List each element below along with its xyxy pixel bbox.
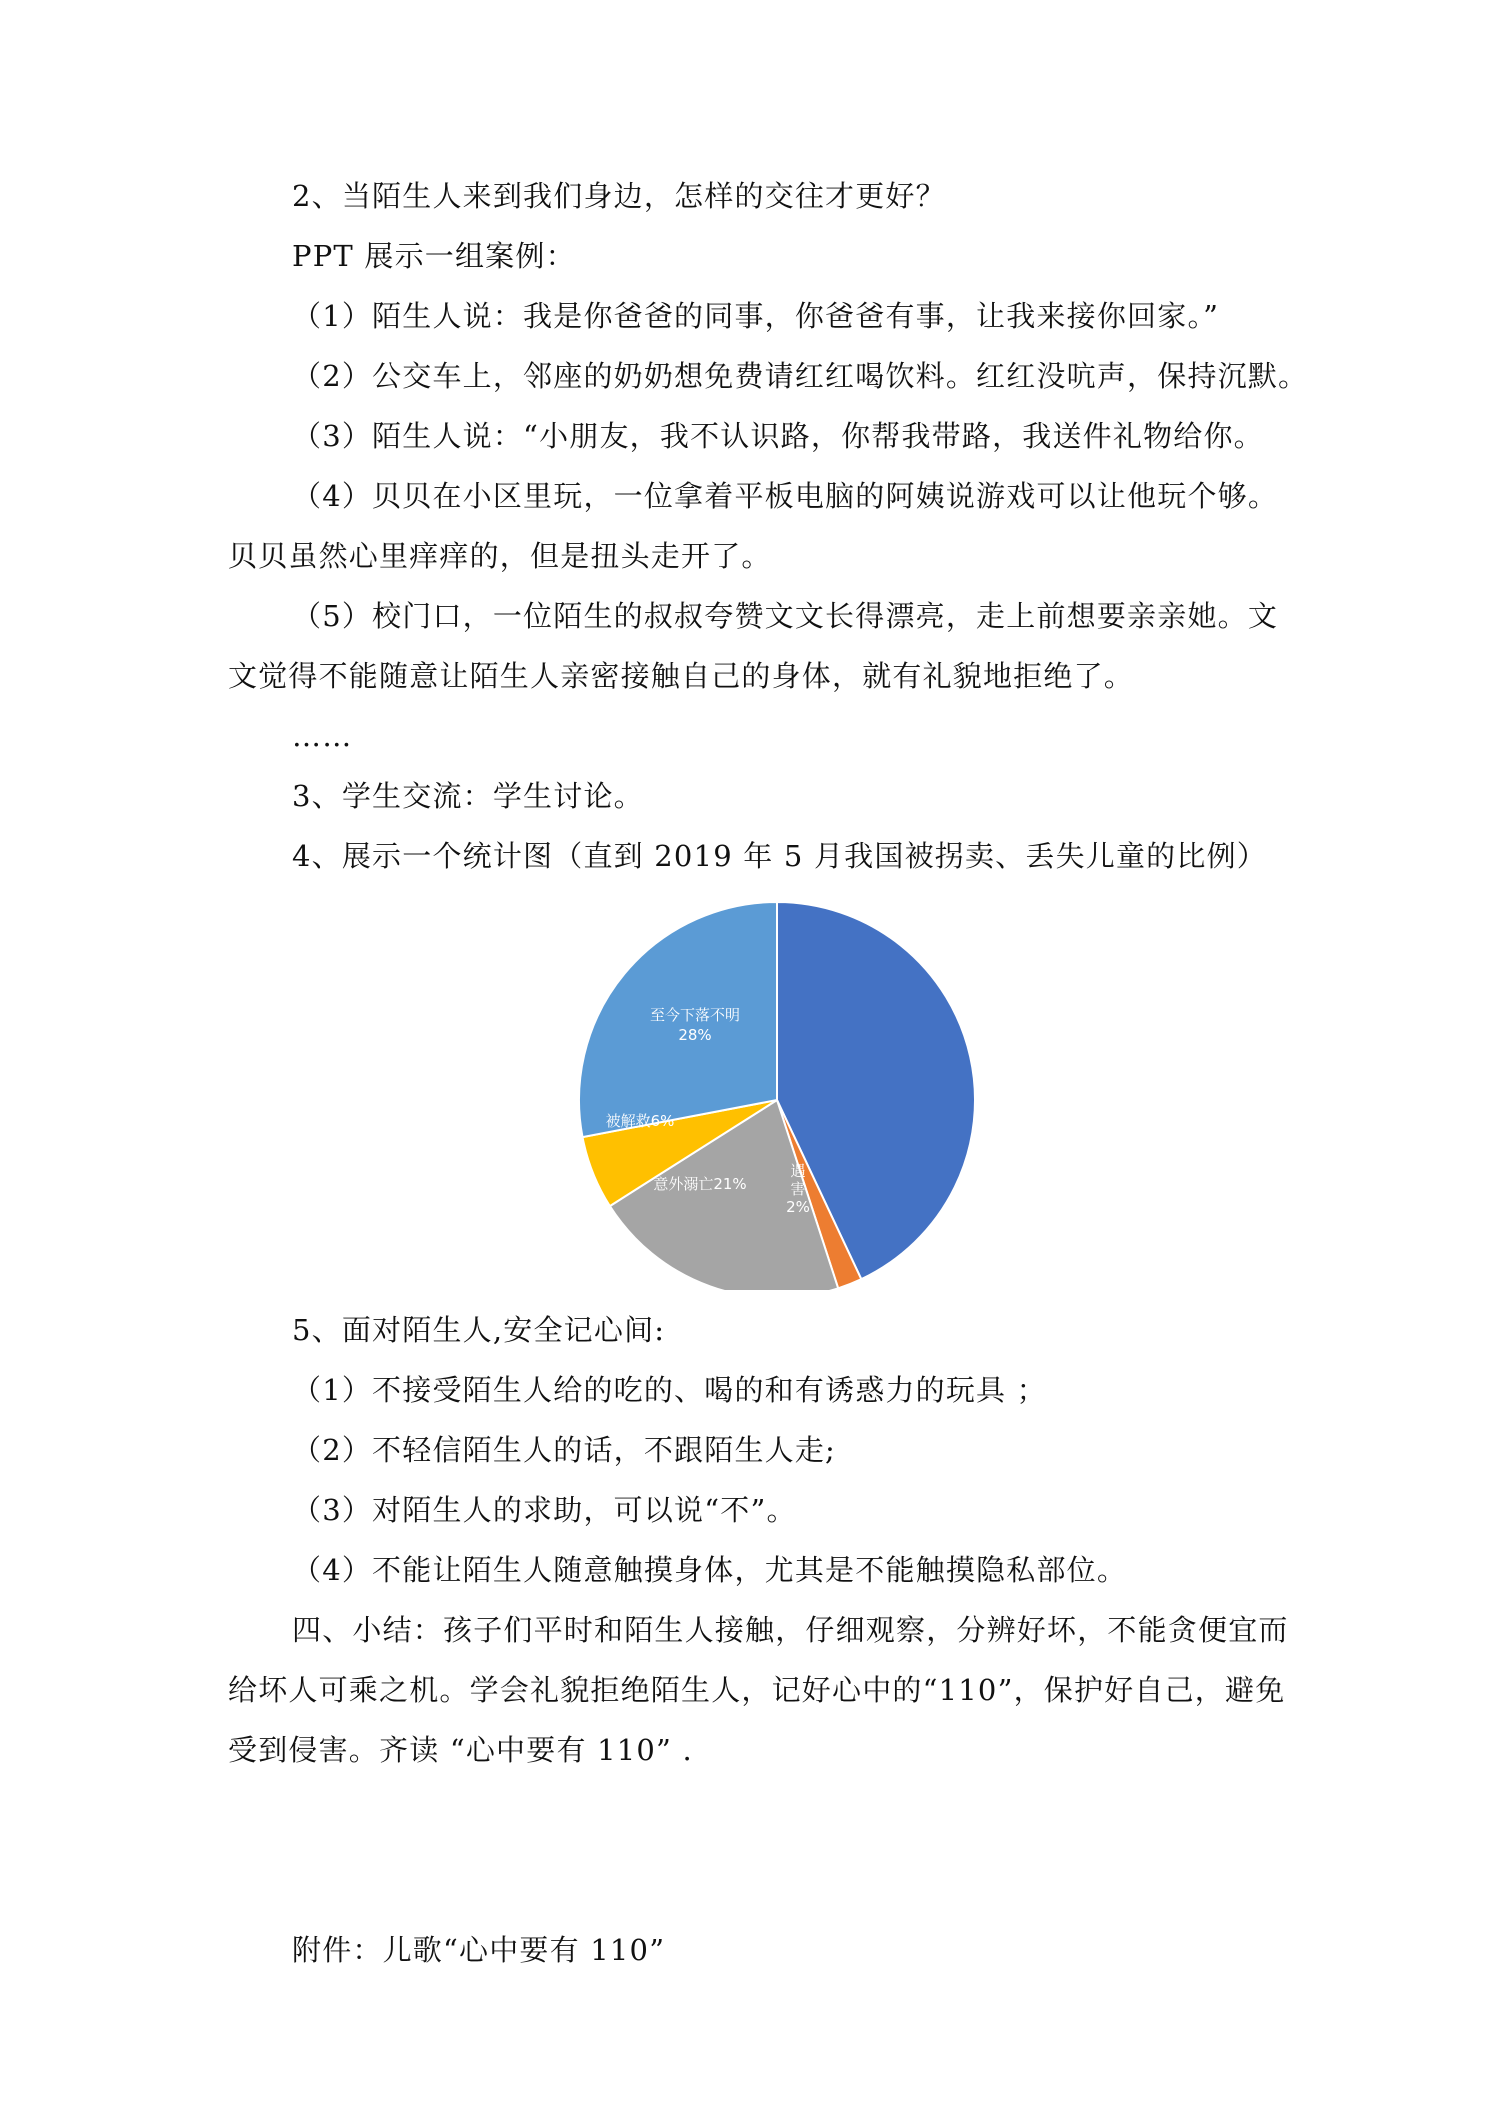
case-1: （1）陌生人说：我是你爸爸的同事，你爸爸有事，让我来接你回家。” (292, 299, 1220, 333)
pie-label-2: 意外溺亡21% (653, 1175, 747, 1193)
pie-label-1-char-0: 遇 (790, 1162, 806, 1180)
section-5: 5、面对陌生人,安全记心间: (292, 1313, 666, 1347)
rule-3: （3）对陌生人的求助，可以说“不”。 (292, 1493, 797, 1527)
pie-chart (560, 890, 980, 1290)
summary-line-3: 受到侵害。齐读 “心中要有 110” . (228, 1733, 693, 1767)
case-2: （2）公交车上，邻座的奶奶想免费请红红喝饮料。红红没吭声，保持沉默。 (292, 359, 1309, 393)
section-4: 4、展示一个统计图（直到 2019 年 5 月我国被拐卖、丢失儿童的比例） (292, 839, 1267, 873)
rule-1: （1）不接受陌生人给的吃的、喝的和有诱惑力的玩具 ； (292, 1373, 1047, 1407)
case-4-line-1: （4）贝贝在小区里玩，一位拿着平板电脑的阿姨说游戏可以让他玩个够。 (292, 479, 1279, 513)
summary-line-2: 给坏人可乘之机。学会礼貌拒绝陌生人，记好心中的“110”，保护好自己，避免 (228, 1673, 1286, 1707)
ellipsis: …… (292, 719, 353, 753)
pie-chart-svg (560, 890, 980, 1290)
section-2-question: 2、当陌生人来到我们身边，怎样的交往才更好？ (292, 179, 946, 213)
ppt-intro: PPT 展示一组案例： (292, 239, 576, 273)
summary-line-1: 四、小结：孩子们平时和陌生人接触，仔细观察，分辨好坏，不能贪便宜而 (292, 1613, 1289, 1647)
pie-label-1-char-1: 害 (790, 1180, 806, 1198)
rule-4: （4）不能让陌生人随意触摸身体，尤其是不能触摸隐私部位。 (292, 1553, 1128, 1587)
pie-value-label-1: 2% (786, 1198, 810, 1216)
case-4-line-2: 贝贝虽然心里痒痒的，但是扭头走开了。 (228, 539, 772, 573)
attachment: 附件：儿歌“心中要有 110” (292, 1933, 666, 1967)
rule-2: （2）不轻信陌生人的话，不跟陌生人走; (292, 1433, 837, 1467)
pie-label-4: 至今下落不明 (649, 1006, 741, 1024)
case-5-line-2: 文觉得不能随意让陌生人亲密接触自己的身体，就有礼貌地拒绝了。 (228, 659, 1135, 693)
case-3: （3）陌生人说：“小朋友，我不认识路，你帮我带路，我送件礼物给你。 (292, 419, 1264, 453)
pie-label-3: 被解救6% (605, 1112, 675, 1130)
case-5-line-1: （5）校门口，一位陌生的叔叔夸赞文文长得漂亮，走上前想要亲亲她。文 (292, 599, 1279, 633)
pie-value-label-4: 28% (678, 1026, 712, 1044)
section-3: 3、学生交流：学生讨论。 (292, 779, 644, 813)
